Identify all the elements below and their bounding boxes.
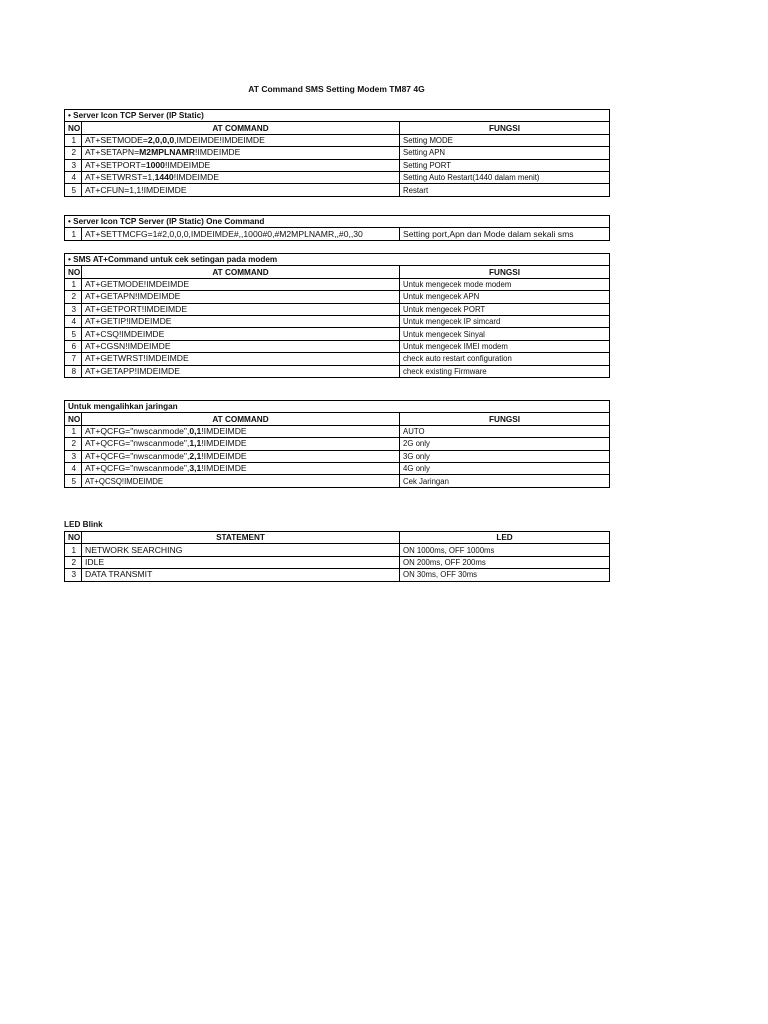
row-fungsi: 2G only	[400, 438, 610, 450]
table-row	[65, 569, 610, 581]
command-text: AT+QCSQ!IMDEIMDE	[85, 476, 164, 486]
section-caption: Untuk mengalihkan jaringan	[65, 401, 610, 413]
command-text: AT+SETWRST=1,	[85, 172, 155, 183]
command-suffix: !IMDEIMDE	[201, 463, 247, 474]
table-row	[65, 353, 610, 365]
row-no: 3	[65, 569, 82, 581]
row-fungsi: Setting MODE	[400, 134, 610, 146]
row-statement: DATA TRANSMIT	[82, 569, 400, 581]
command-value: 1000	[145, 159, 165, 170]
row-statement: NETWORK SEARCHING	[82, 544, 400, 556]
row-fungsi: Untuk mengecek APN	[400, 291, 610, 303]
row-command: AT+CSQ!IMDEIMDE	[82, 328, 400, 340]
row-command: AT+GETPORT!IMDEIMDE	[82, 303, 400, 315]
row-fungsi: Setting port,Apn dan Mode dalam sekali sms	[400, 228, 610, 240]
row-fungsi: check auto restart configuration	[400, 353, 610, 365]
table-row	[65, 303, 610, 315]
row-led: ON 200ms, OFF 200ms	[400, 556, 610, 568]
command-text: AT+CFUN=1,1!IMDEIMDE	[85, 184, 187, 195]
table-header	[65, 413, 610, 425]
command-value: M2MPLNAMR	[139, 147, 195, 158]
command-text: AT+QCFG="nwscanmode",	[85, 425, 190, 436]
row-fungsi: 4G only	[400, 462, 610, 474]
table-network-switch	[64, 400, 610, 488]
row-command: AT+CGSN!IMDEIMDE	[82, 340, 400, 352]
section-caption: • Server Icon TCP Server (IP Static)	[65, 110, 610, 122]
row-command: AT+GETAPP!IMDEIMDE	[82, 365, 400, 377]
table-row	[65, 134, 610, 146]
section-network-switch	[64, 400, 609, 488]
row-fungsi: Untuk mengecek PORT	[400, 303, 610, 315]
command-value: 3,1	[189, 463, 202, 474]
row-fungsi: Setting APN	[400, 147, 610, 159]
table-row	[65, 315, 610, 327]
row-command	[82, 134, 400, 146]
row-fungsi: Untuk mengecek mode modem	[400, 278, 610, 290]
row-no: 2	[65, 556, 82, 568]
table-row	[65, 544, 610, 556]
row-command: AT+GETAPN!IMDEIMDE	[82, 291, 400, 303]
table-row	[65, 291, 610, 303]
command-suffix: !IMDEIMDE	[201, 425, 247, 436]
row-command	[82, 425, 400, 437]
row-fungsi: Untuk mengecek Sinyal	[400, 328, 610, 340]
row-no: 6	[65, 340, 82, 352]
command-suffix: ,IMDEIMDE!IMDEIMDE	[174, 134, 265, 145]
row-fungsi: Untuk mengecek IMEI modem	[400, 340, 610, 352]
command-text: AT+SETMODE=	[85, 134, 148, 145]
row-no: 2	[65, 147, 82, 159]
row-fungsi: check existing Firmware	[400, 365, 610, 377]
row-no: 5	[65, 328, 82, 340]
table-row	[65, 184, 610, 196]
row-no: 1	[65, 425, 82, 437]
table-row	[65, 340, 610, 352]
table-server-tcp	[64, 109, 610, 197]
row-no: 4	[65, 171, 82, 183]
header-led: LED	[400, 532, 610, 544]
command-suffix: !IMDEIMDE	[164, 159, 211, 170]
row-fungsi: Untuk mengecek IP simcard	[400, 315, 610, 327]
row-command	[82, 475, 400, 487]
header-no: NO	[65, 413, 82, 425]
table-one-command	[64, 215, 610, 241]
table-row	[65, 278, 610, 290]
row-command	[82, 147, 400, 159]
row-no: 1	[65, 278, 82, 290]
command-suffix: !IMDEIMDE	[173, 172, 220, 183]
table-row	[65, 425, 610, 437]
header-no: NO	[65, 532, 82, 544]
table-row	[65, 365, 610, 377]
row-command	[82, 184, 400, 196]
table-row	[65, 462, 610, 474]
row-no: 1	[65, 228, 82, 240]
row-no: 4	[65, 315, 82, 327]
table-row	[65, 438, 610, 450]
row-fungsi: Setting Auto Restart(1440 dalam menit)	[400, 171, 610, 183]
row-command: AT+GETMODE!IMDEIMDE	[82, 278, 400, 290]
table-row	[65, 159, 610, 171]
header-statement: STATEMENT	[82, 532, 400, 544]
row-fungsi: AUTO	[400, 425, 610, 437]
row-no: 3	[65, 159, 82, 171]
command-value: 2,1	[189, 450, 202, 461]
header-command: AT COMMAND	[82, 266, 400, 278]
table-row	[65, 475, 610, 487]
table-row	[65, 171, 610, 183]
table-row	[65, 228, 610, 240]
table-header	[65, 266, 610, 278]
command-text: AT+SETAPN=	[85, 147, 140, 158]
table-row	[65, 450, 610, 462]
table-row	[65, 147, 610, 159]
header-no: NO	[65, 122, 82, 134]
section-check-settings	[64, 253, 609, 378]
command-text: AT+QCFG="nwscanmode",	[85, 463, 190, 474]
row-no: 1	[65, 544, 82, 556]
row-command: AT+SETTMCFG=1#2,0,0,0,IMDEIMDE#,,1000#0,#M2MPLNAMR,,#0,,30	[82, 228, 400, 240]
section-server-tcp	[64, 109, 609, 197]
led-caption: LED Blink	[64, 520, 103, 529]
row-fungsi: Restart	[400, 184, 610, 196]
row-no: 5	[65, 184, 82, 196]
table-header	[65, 532, 610, 544]
header-fungsi: FUNGSI	[400, 413, 610, 425]
command-text: AT+SETPORT=	[85, 159, 146, 170]
row-command	[82, 450, 400, 462]
row-command	[82, 171, 400, 183]
row-fungsi: Setting PORT	[400, 159, 610, 171]
header-command: AT COMMAND	[82, 413, 400, 425]
section-one-command	[64, 215, 609, 241]
table-row	[65, 328, 610, 340]
row-command: AT+GETWRST!IMDEIMDE	[82, 353, 400, 365]
section-led-blink	[64, 531, 609, 582]
header-fungsi: FUNGSI	[400, 266, 610, 278]
page-title: AT Command SMS Setting Modem TM87 4G	[248, 84, 425, 94]
command-value: 0,1	[189, 425, 202, 436]
row-no: 4	[65, 462, 82, 474]
command-value: 1,1	[189, 438, 202, 449]
header-command: AT COMMAND	[82, 122, 400, 134]
row-no: 5	[65, 475, 82, 487]
command-value: 1440	[154, 172, 174, 183]
row-command	[82, 462, 400, 474]
row-command	[82, 438, 400, 450]
row-fungsi: Cek Jaringan	[400, 475, 610, 487]
section-caption: • SMS AT+Command untuk cek setingan pada modem	[65, 254, 610, 266]
table-check-settings	[64, 253, 610, 378]
row-fungsi: 3G only	[400, 450, 610, 462]
row-led: ON 30ms, OFF 30ms	[400, 569, 610, 581]
table-led-blink	[64, 531, 610, 582]
row-no: 3	[65, 303, 82, 315]
command-text: AT+QCFG="nwscanmode",	[85, 450, 190, 461]
row-no: 8	[65, 365, 82, 377]
row-command	[82, 159, 400, 171]
row-led: ON 1000ms, OFF 1000ms	[400, 544, 610, 556]
section-caption: • Server Icon TCP Server (IP Static) One Command	[65, 216, 610, 228]
command-suffix: !IMDEIMDE	[195, 147, 241, 158]
command-text: AT+QCFG="nwscanmode",	[85, 438, 190, 449]
row-no: 1	[65, 134, 82, 146]
row-no: 2	[65, 438, 82, 450]
row-no: 2	[65, 291, 82, 303]
header-fungsi: FUNGSI	[400, 122, 610, 134]
table-row	[65, 556, 610, 568]
row-no: 3	[65, 450, 82, 462]
row-no: 7	[65, 353, 82, 365]
command-value: 2,0,0,0	[147, 134, 175, 145]
command-suffix: !IMDEIMDE	[201, 450, 247, 461]
row-statement: IDLE	[82, 556, 400, 568]
command-suffix: !IMDEIMDE	[201, 438, 247, 449]
header-no: NO	[65, 266, 82, 278]
row-command: AT+GETIP!IMDEIMDE	[82, 315, 400, 327]
table-header	[65, 122, 610, 134]
